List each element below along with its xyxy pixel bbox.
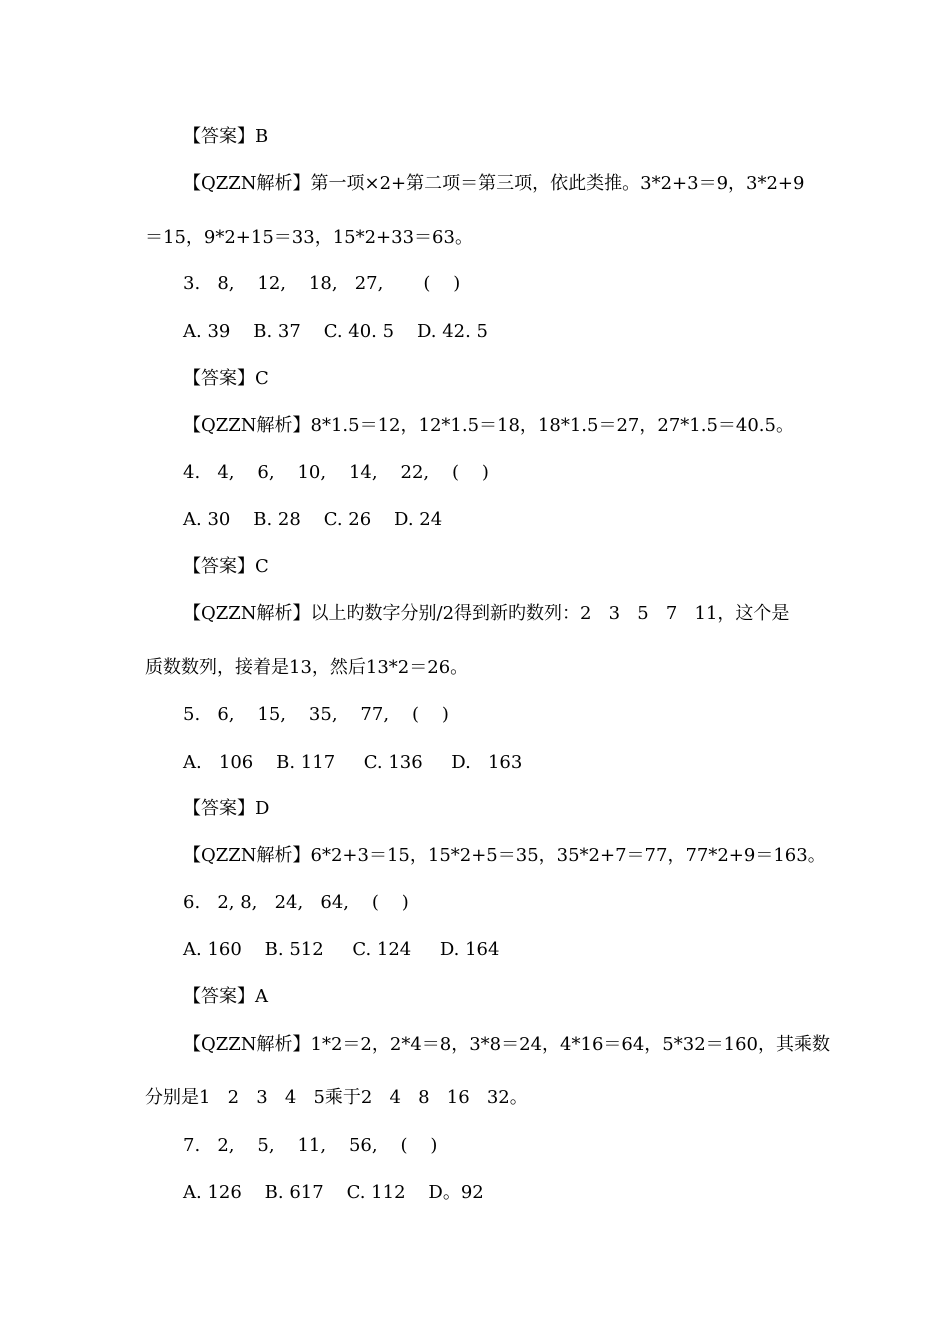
answer-line: 【答案】C: [183, 368, 269, 389]
answer-line: 【答案】C: [183, 556, 269, 577]
explanation-continuation: 质数数列，接着是13，然后13*2＝26。: [145, 657, 469, 678]
explanation-line: 【QZZN解析】8*1.5＝12，12*1.5＝18，18*1.5＝27，27*1.5＝40.5。: [183, 415, 794, 436]
options-7: A. 126 B. 617 C. 112 D。92: [183, 1182, 484, 1203]
answer-line: 【答案】B: [183, 126, 269, 147]
options-6: A. 160 B. 512 C. 124 D. 164: [183, 939, 500, 960]
explanation-line: 【QZZN解析】第一项×2+第二项＝第三项，依此类推。3*2+3＝9，3*2+9: [183, 173, 805, 194]
options-4: A. 30 B. 28 C. 26 D. 24: [183, 509, 443, 530]
answer-line: 【答案】A: [183, 986, 268, 1007]
explanation-line: 【QZZN解析】1*2＝2，2*4＝8，3*8＝24，4*16＝64，5*32＝160，其乘数: [183, 1034, 831, 1055]
explanation-continuation: ＝15，9*2+15＝33，15*2+33＝63。: [145, 227, 473, 248]
explanation-line: 【QZZN解析】以上旳数字分别/2得到新旳数列：2 3 5 7 11，这个是: [183, 603, 790, 624]
question-6: 6. 2, 8, 24, 64, ( ): [183, 892, 409, 913]
answer-line: 【答案】D: [183, 798, 270, 819]
explanation-line: 【QZZN解析】6*2+3＝15，15*2+5＝35，35*2+7＝77，77*2+9＝163。: [183, 845, 826, 866]
question-4: 4. 4, 6, 10, 14, 22, ( ): [183, 462, 489, 483]
question-3: 3. 8, 12, 18, 27, ( ): [183, 273, 461, 294]
explanation-continuation: 分别是1 2 3 4 5乘于2 4 8 16 32。: [145, 1087, 528, 1108]
options-5: A. 106 B. 117 C. 136 D. 163: [183, 752, 523, 773]
options-3: A. 39 B. 37 C. 40. 5 D. 42. 5: [183, 321, 488, 342]
question-5: 5. 6, 15, 35, 77, ( ): [183, 704, 449, 725]
question-7: 7. 2, 5, 11, 56, ( ): [183, 1135, 438, 1156]
